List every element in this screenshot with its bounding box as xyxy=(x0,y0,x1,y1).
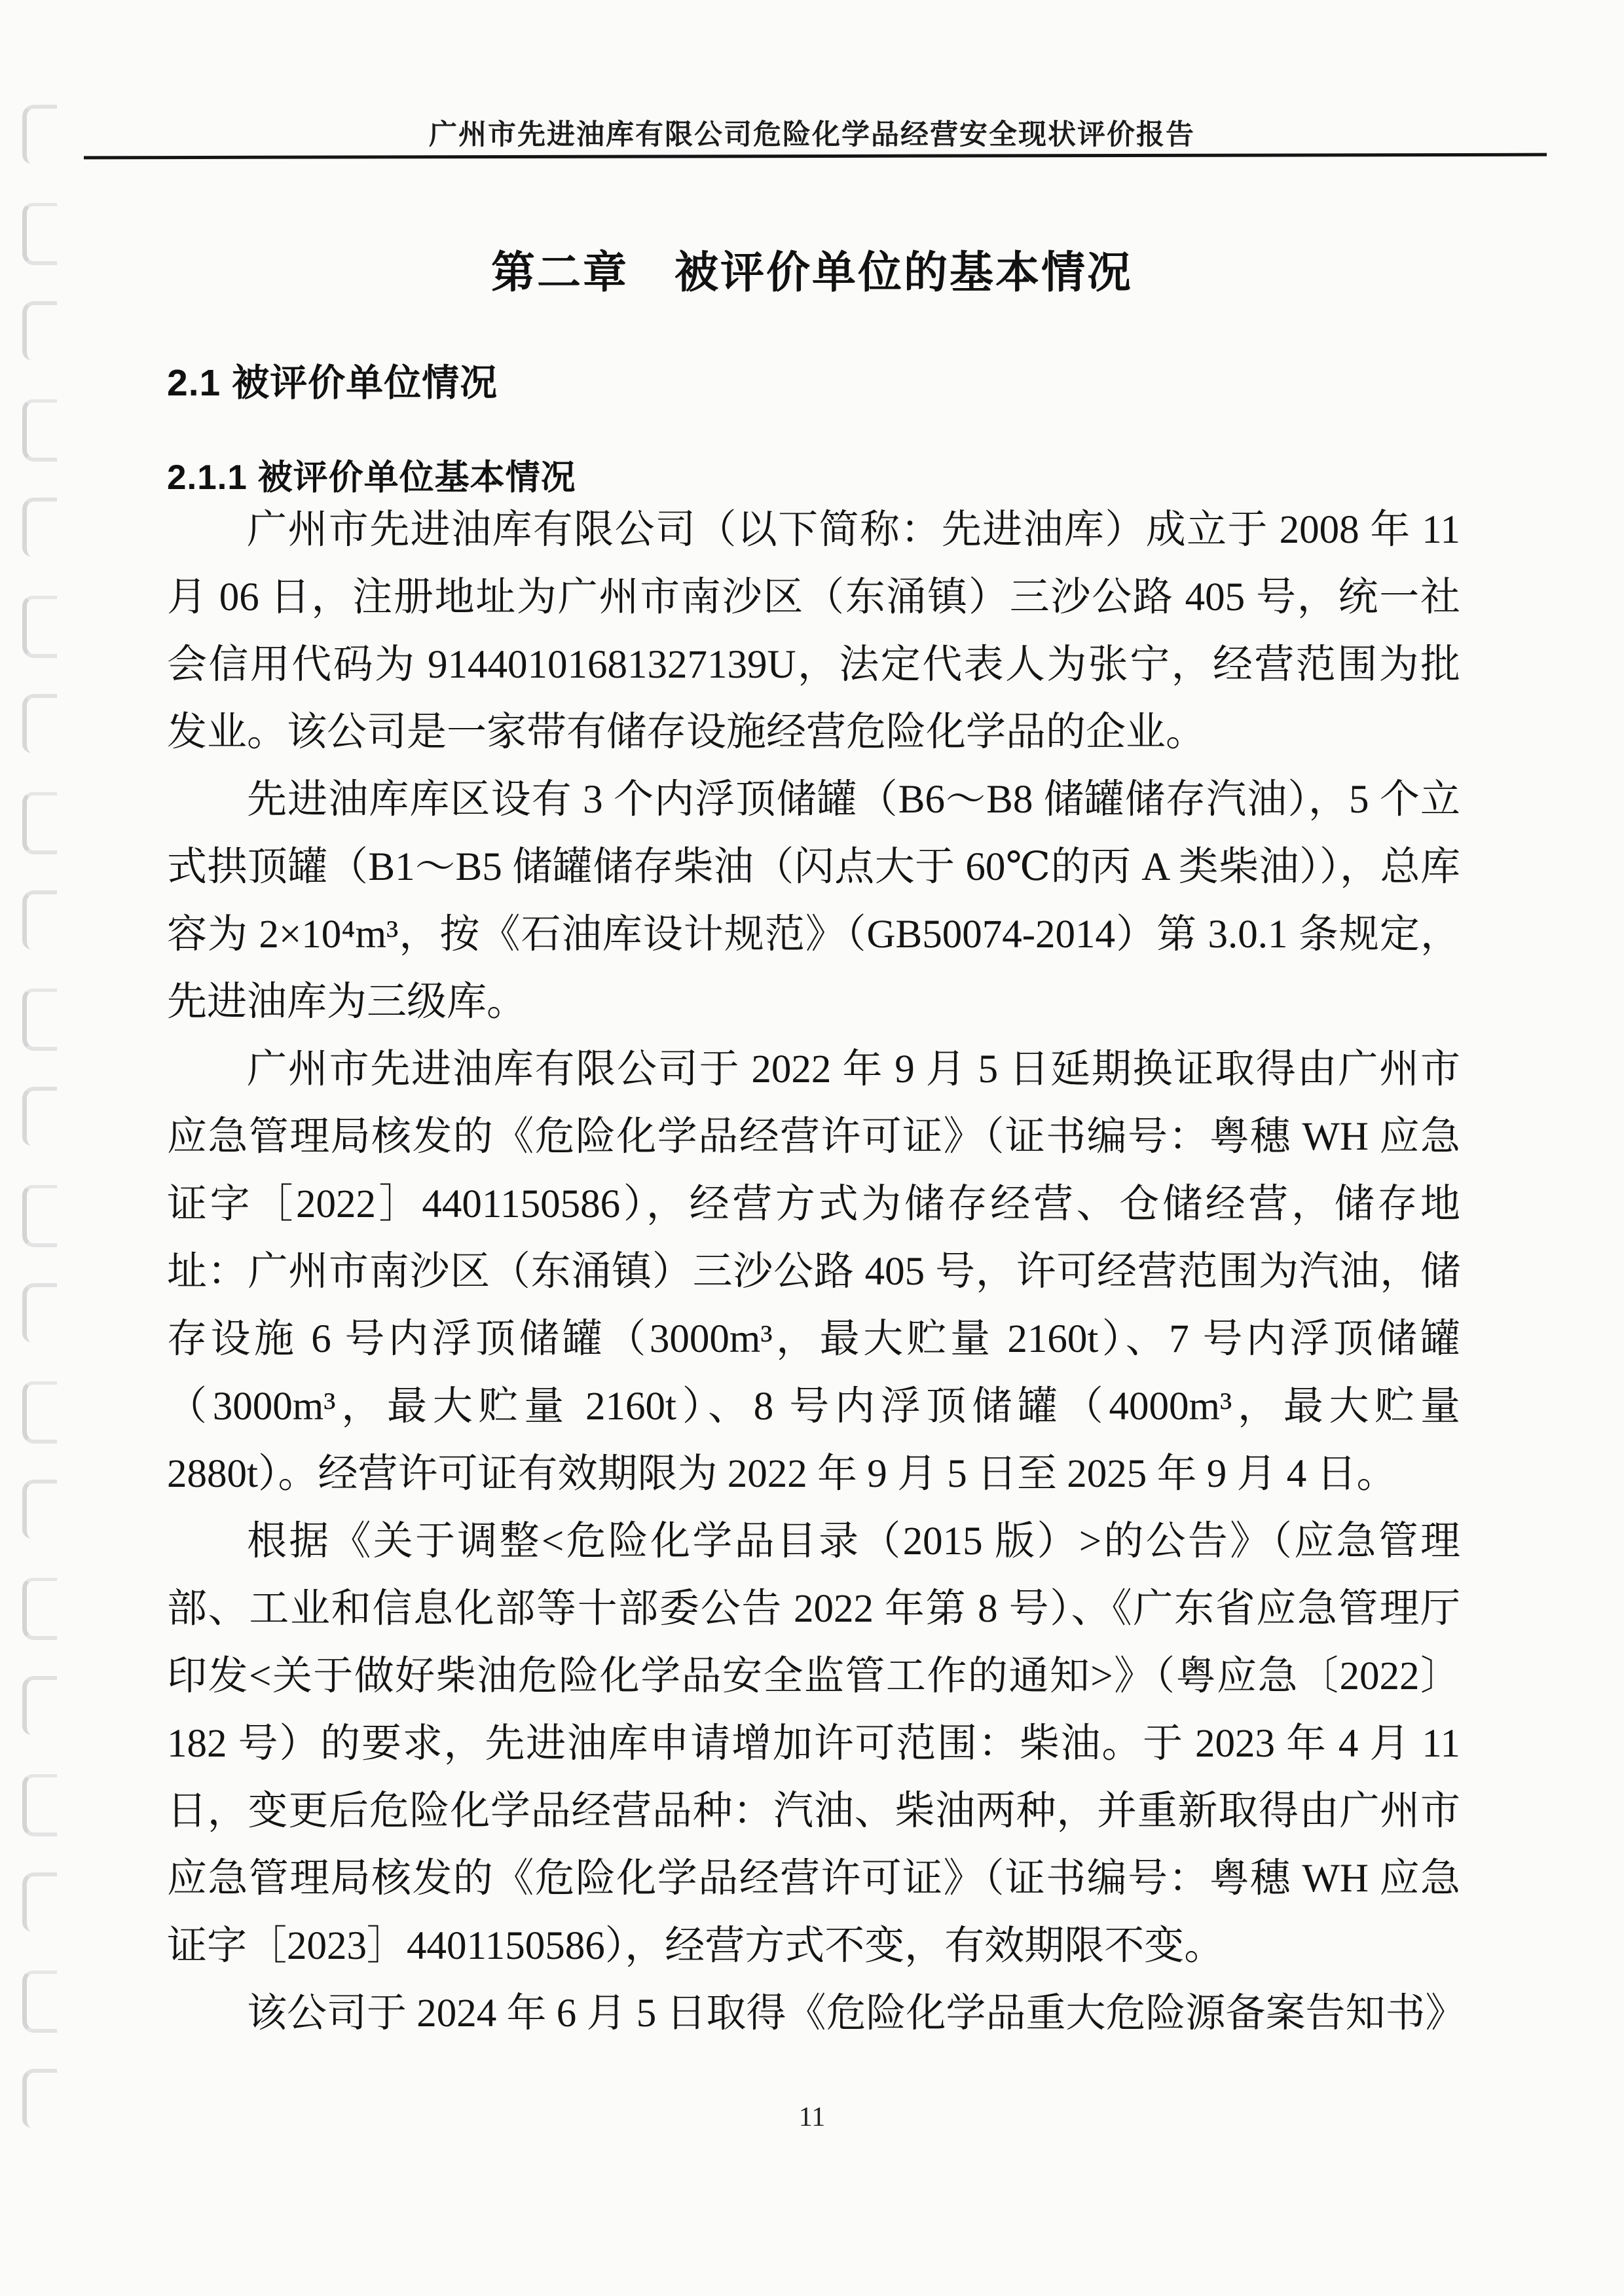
binding-mark xyxy=(22,1774,57,1836)
binding-mark xyxy=(22,1578,57,1640)
binding-mark xyxy=(22,890,57,949)
binding-mark xyxy=(22,596,57,658)
binding-mark xyxy=(22,1872,57,1931)
section-heading-2-1: 2.1 被评价单位情况 xyxy=(167,362,498,405)
binding-mark xyxy=(22,1676,57,1735)
binding-marks xyxy=(0,0,85,2296)
binding-mark xyxy=(22,1185,57,1247)
binding-mark xyxy=(22,1480,57,1539)
binding-mark xyxy=(22,1283,57,1342)
binding-mark xyxy=(22,399,57,462)
binding-mark xyxy=(22,1381,57,1444)
paragraph: 广州市先进油库有限公司于 2022 年 9 月 5 日延期换证取得由广州市应急管理局核发的《危险化学品经营许可证》（证书编号：粤穗 WH 应急证字［2022］4401150586），经营方式为储存经营、仓储经营，储存地址：广州市南沙区（东涌镇）三沙公路 405 号，许可经营范围为汽油，储存设施 6 号内浮顶储罐（3000m³，最大贮量 2160t）、7 号内浮顶储罐（3000m³，最大贮量 2160t）、8 号内浮顶储罐（4000m³，最大贮量 2880t）。经营许可证有效期限为 2022 年 9 月 5 日至 2025 年 9 月 4 日。 xyxy=(167,1048,1460,1496)
binding-mark xyxy=(22,1087,57,1146)
binding-mark xyxy=(22,792,57,854)
paragraph: 该公司于 2024 年 6 月 5 日取得《危险化学品重大危险源备案告知书》 xyxy=(247,1992,1466,2035)
paragraph: 先进油库库区设有 3 个内浮顶储罐（B6～B8 储罐储存汽油），5 个立式拱顶罐（B1～B5 储罐储存柴油（闪点大于 60℃的丙 A 类柴油）），总库容为 2×10⁴m³，按《石油库设计规范》（GB50074-2014）第 3.0.1 条规定，先进油库为三级库。 xyxy=(167,778,1460,1024)
body-text xyxy=(167,496,1466,2047)
binding-mark xyxy=(22,694,57,753)
binding-mark xyxy=(22,1971,57,2033)
binding-mark xyxy=(22,301,57,360)
paragraph: 根据《关于调整<危险化学品目录（2015 版）>的公告》（应急管理部、工业和信息化部等十部委公告 2022 年第 8 号）、《广东省应急管理厅印发<关于做好柴油危险化学品安全监管工作的通知>》（粤应急〔2022〕182 号）的要求，先进油库申请增加许可范围：柴油。于 2023 年 4 月 11 日，变更后危险化学品经营品种：汽油、柴油两种，并重新取得由广州市应急管理局核发的《危险化学品经营许可证》（证书编号：粤穗 WH 应急证字［2023］4401150586），经营方式不变，有效期限不变。 xyxy=(167,1520,1460,1968)
binding-mark xyxy=(22,498,57,556)
header-rule xyxy=(84,153,1547,160)
binding-mark xyxy=(22,105,57,164)
section-heading-2-1-1: 2.1.1 被评价单位基本情况 xyxy=(167,458,576,497)
binding-mark xyxy=(22,989,57,1051)
paragraph: 广州市先进油库有限公司（以下简称：先进油库）成立于 2008 年 11 月 06 日，注册地址为广州市南沙区（东涌镇）三沙公路 405 号，统一社会信用代码为 91440101681327139U，法定代表人为张宁，经营范围为批发业。该公司是一家带有储存设施经营危险化学品的企业。 xyxy=(167,508,1460,754)
chapter-title: 第二章 被评价单位的基本情况 xyxy=(491,247,1133,297)
page-number: 11 xyxy=(798,2102,826,2132)
document-header: 广州市先进油库有限公司危险化学品经营安全现状评价报告 xyxy=(429,119,1195,151)
